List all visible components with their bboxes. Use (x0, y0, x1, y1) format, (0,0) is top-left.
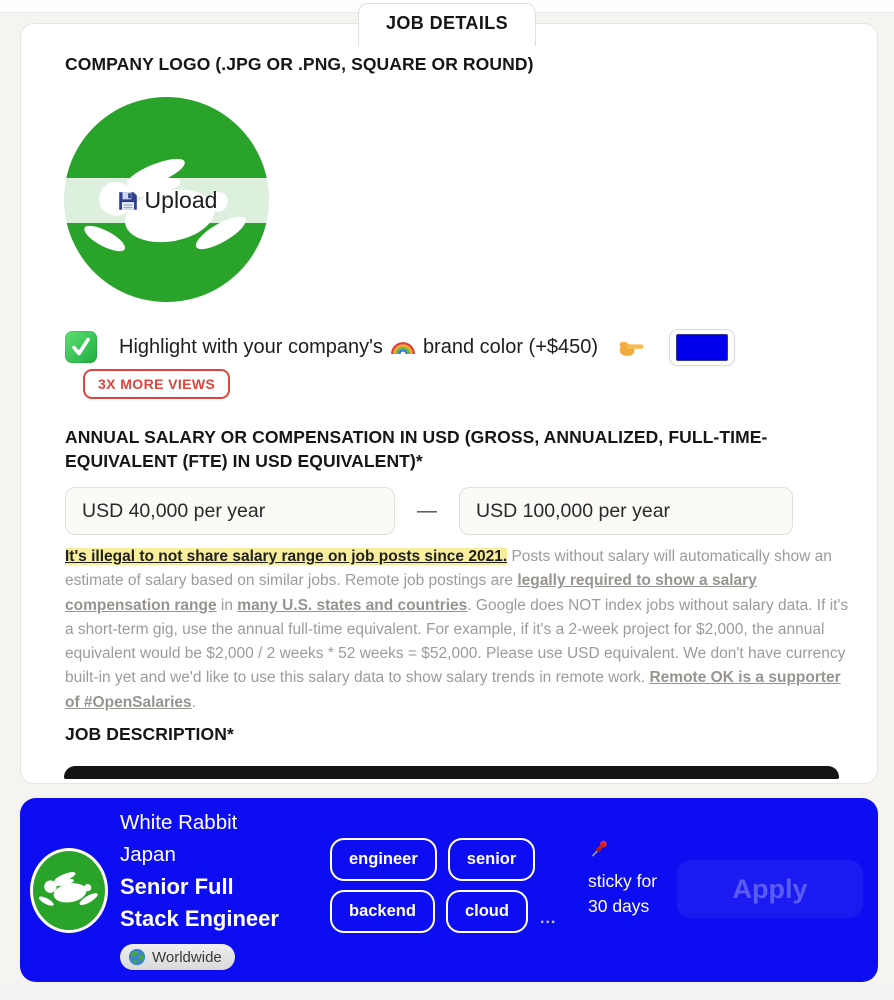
company-logo-label: COMPANY LOGO (.JPG OR .PNG, SQUARE OR ROUND) (65, 54, 534, 74)
brand-color-option-label (119, 336, 598, 359)
note-text-2: in (216, 596, 238, 614)
salary-note (65, 545, 851, 715)
pointing-finger-icon (618, 337, 645, 358)
brand-color-text-1: Highlight with your company's (119, 335, 383, 358)
salary-min-input[interactable] (65, 487, 395, 535)
upload-button[interactable] (59, 178, 275, 223)
rabbit-icon (38, 867, 100, 914)
sticky-info (588, 838, 662, 919)
more-views-badge: 3X MORE VIEWS (83, 369, 230, 399)
tag-engineer: engineer (330, 838, 437, 881)
pushpin-icon (588, 838, 610, 860)
note-text-3: . Google does NOT index jobs without salary data. If it's a short-term gig, use the annual full-time equivalent. For example, if it's a 2-week project for $2,000, the annual equivalent would be $2,000 / 2 weeks * 52 weeks = $52,000. Please use USD equivalent. We don't have currency built-in yet and we'd like to use this salary data to show salary trends in remote work. (65, 596, 849, 687)
preview-company-name: White Rabbit Japan (120, 811, 238, 867)
floppy-disk-icon (117, 190, 139, 212)
salary-law-link[interactable]: It's illegal to not share salary range on job posts since 2021. (65, 548, 508, 565)
salary-label: ANNUAL SALARY OR COMPENSATION IN USD (GROSS, ANNUALIZED, FULL-TIME-EQUIVALENT (FTE) IN USD EQUIVALENT)* (65, 427, 768, 471)
company-logo-uploader[interactable] (64, 97, 269, 302)
job-description-editor-top (64, 766, 839, 779)
brand-color-text-2: brand color (+$450) (422, 335, 599, 358)
note-text-1: Posts without salary will automatically show an estimate of salary based on similar jobs. Remote job postings are (65, 548, 832, 590)
brand-color-checkbox[interactable] (65, 331, 97, 363)
job-description-label: JOB DESCRIPTION* (65, 724, 234, 744)
preview-company-logo (30, 848, 108, 933)
job-preview-card (20, 798, 878, 982)
job-details-form-card (20, 23, 878, 784)
checkmark-icon (69, 335, 93, 359)
legally-required-link[interactable]: legally required to show a salary compensation range (65, 572, 757, 614)
preview-location-label: Worldwide (152, 948, 222, 966)
tag-backend: backend (330, 890, 435, 933)
states-countries-link[interactable]: many U.S. states and countries (237, 596, 468, 614)
color-swatch-inner (676, 334, 728, 361)
sticky-duration-label: sticky for 30 days (588, 871, 658, 916)
apply-button[interactable]: Apply (677, 860, 863, 918)
tab-job-details[interactable]: JOB DETAILS (358, 3, 536, 46)
page-bottom-strip (0, 986, 894, 1000)
globe-icon (128, 948, 146, 966)
preview-tags (330, 838, 536, 933)
rainbow-icon (390, 339, 416, 355)
note-text-4: . (191, 693, 196, 711)
opensalaries-link[interactable]: Remote OK is a supporter of #OpenSalaries (65, 669, 841, 711)
salary-range-separator: — (417, 499, 437, 522)
preview-position-title: Senior Full Stack Engineer (120, 874, 279, 931)
brand-color-picker[interactable] (669, 329, 735, 366)
tags-overflow-ellipsis: ... (540, 910, 557, 927)
upload-label: Upload (144, 187, 218, 213)
tag-cloud: cloud (446, 890, 528, 933)
preview-location-badge (120, 944, 235, 970)
tag-senior: senior (448, 838, 536, 881)
salary-max-input[interactable] (459, 487, 793, 535)
